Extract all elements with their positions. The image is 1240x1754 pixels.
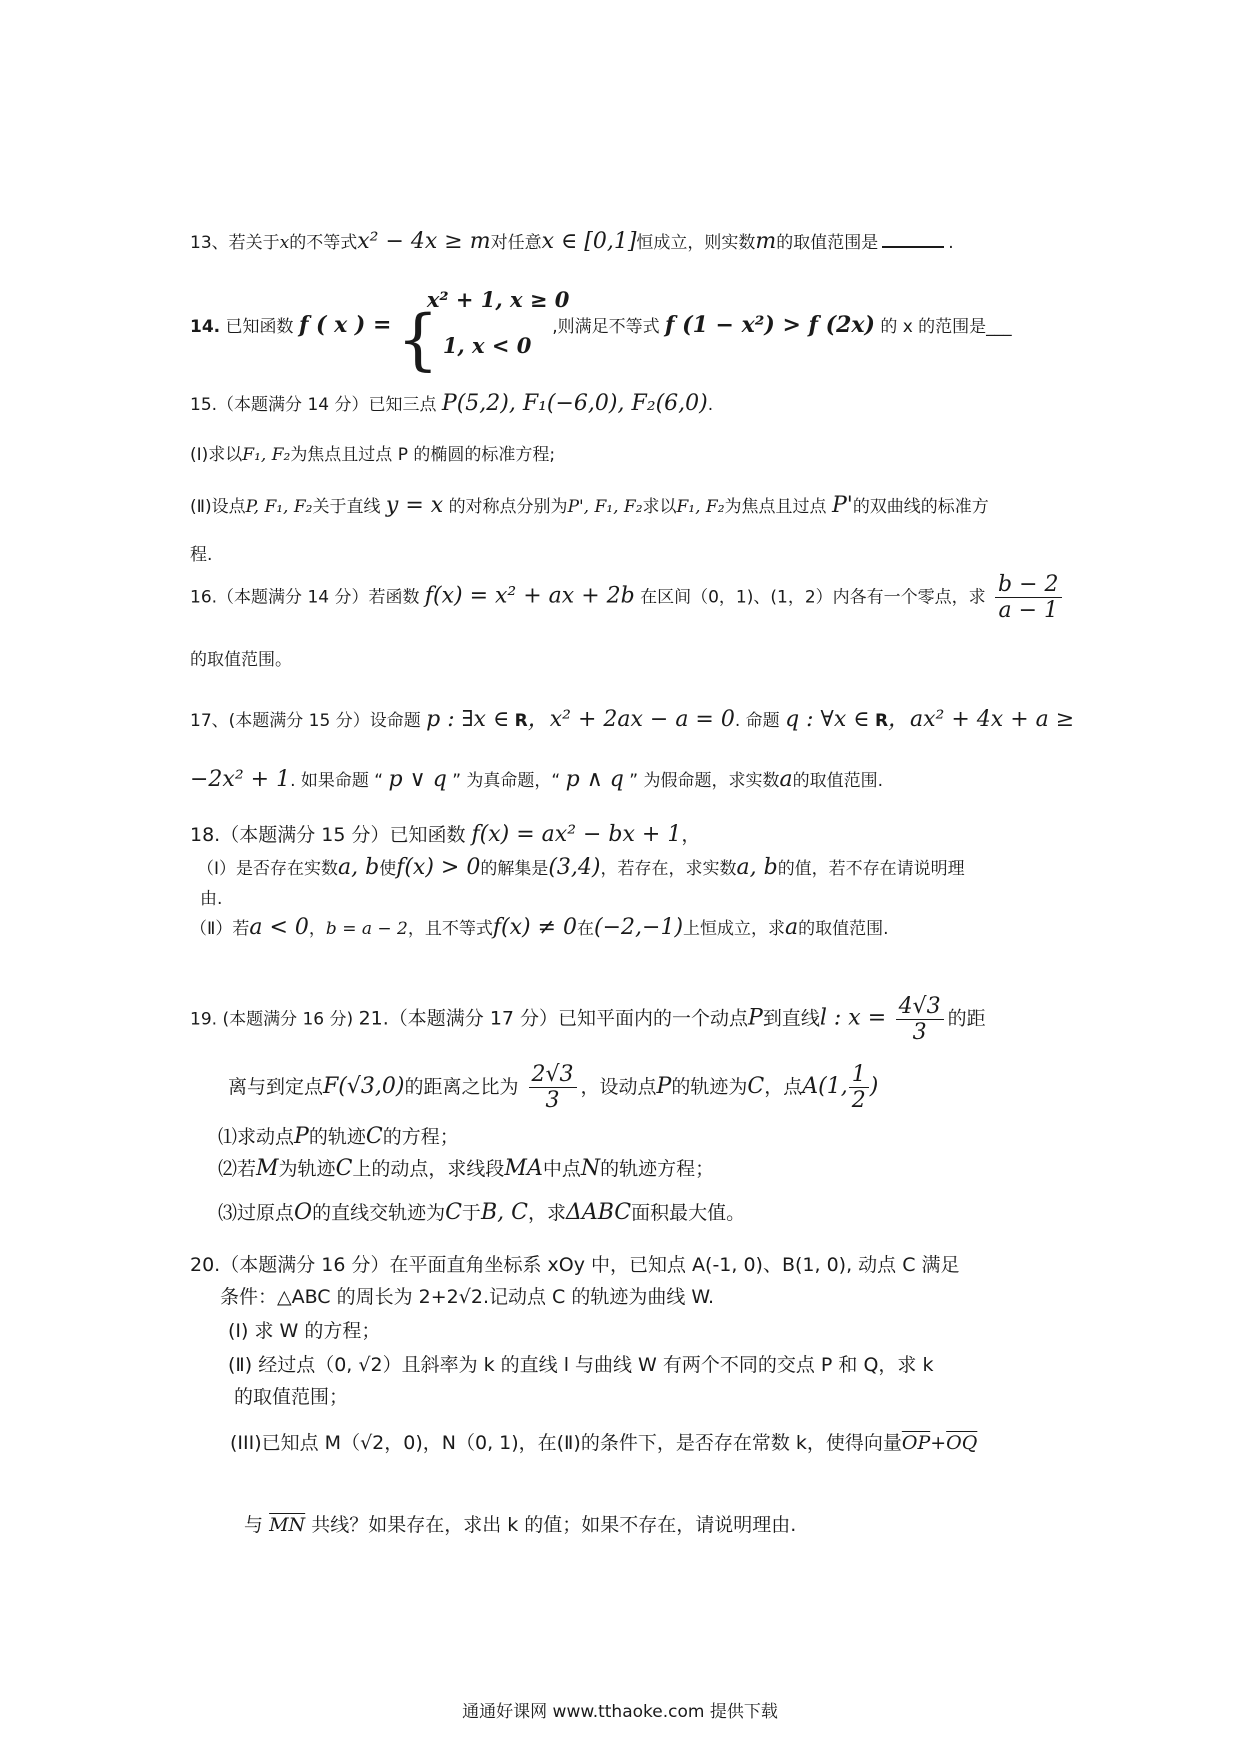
q19-num1: 4√3 [896,994,944,1020]
q18-p2-c: ，且不等式 [407,919,493,939]
q18-p2-cond1: a < 0 [249,915,309,940]
q19-s2-a: ⑵若 [218,1158,257,1180]
q19-g: ，设动点 [580,1076,657,1098]
q19-s1-c: 的方程； [382,1126,459,1148]
q15-p2-foci: F₁, F₂ [676,497,725,517]
q20-l7-b: 共线？如果存在，求出 k 的值；如果不存在，请说明理由. [311,1514,797,1536]
q19-s3-O: O [294,1200,313,1225]
q15-p2-line: y = x [385,493,444,518]
q19-s3-c: 于 [461,1202,481,1224]
q13-prefix: 13、若关于 [190,233,280,253]
q19-s3-triangle: ΔABC [565,1200,632,1225]
question-17-cont [190,766,883,792]
q19-P2: P [656,1074,672,1099]
q18-p1-inequality: f(x) > 0 [396,855,481,880]
q13-text2: 对任意 [490,233,542,253]
q19-den3: 2 [851,1088,866,1113]
q19-s2-M: M [256,1156,279,1181]
q15-p1-a: (Ⅰ)求以 [190,445,243,465]
q19-fraction-2 [529,1062,577,1113]
q13-m: m [755,229,777,254]
q20-vector-op: $\overline{OP}$ [901,1432,931,1454]
q19-s3-e: 面积最大值。 [631,1202,746,1224]
q17-d: ” 为真命题，“ [452,771,561,791]
q19-num3: 1 [849,1062,869,1088]
q20-l5: 的取值范围； [234,1386,349,1408]
q18-p2-var: a [785,915,799,940]
q19-s1-a: ⑴求动点 [218,1126,295,1148]
q19-s2-d: 中点 [542,1158,581,1180]
q16-function: f(x) = x² + ax + 2b [424,583,635,609]
q17-q-eq: ，ax² + 4x + a ≥ [888,707,1075,732]
q15-p2-pprime: P' [831,493,853,518]
q17-p-eq: ，x² + 2ax − a = 0 [527,707,735,732]
question-13 [190,228,954,254]
q19-s2-e: 的轨迹方程； [600,1158,715,1180]
q18-p2-d: 在 [577,919,594,939]
q19-fraction-3 [849,1062,869,1113]
question-18-part-1 [197,854,965,880]
q17-p: p : ∃x ∈ [426,707,510,732]
q14-text3: 的 x 的范围是___ [880,317,1012,337]
q16-numerator: b − 2 [995,572,1062,598]
q17-var: a [779,767,793,792]
q20-l3: (Ⅰ) 求 W 的方程； [228,1320,381,1342]
q19-s2-C: C [335,1156,353,1181]
page-footer: 通通好课网 www.tthaoke.com 提供下载 [462,1702,778,1722]
question-15-part-2-cont [190,540,212,565]
q14-text2: ,则满足不等式 [552,317,660,337]
q15-p2-g: 程. [190,545,213,565]
q15-p1-b: 为焦点且过点 P 的椭圆的标准方程; [290,445,556,465]
q17-a: 17、(本题满分 15 分）设命题 [190,711,421,731]
q15-p2-sym: P', F₁, F₂ [567,497,643,517]
question-19-line-2 [228,1062,878,1113]
q19-b: 21.（本题满分 17 分）已知平面内的一个动点 [358,1007,749,1030]
q13-inequality: x² − 4x ≥ m [357,229,491,254]
question-16 [190,572,1066,623]
question-20-line-4 [228,1350,933,1377]
q17-b: . 命题 [734,711,780,731]
q15-p1-foci: F₁, F₂ [242,445,291,465]
q16-fraction [995,572,1062,623]
question-19-sub-3 [218,1198,745,1225]
q19-s3-b: 的直线交轨迹为 [312,1202,446,1224]
q18-p1-ab: a, b [338,855,380,880]
q19-line: l : x = [819,1005,887,1031]
q14-piecewise [396,287,570,378]
q16-denominator: a − 1 [998,598,1059,623]
q20-l2: 条件：△ABC 的周长为 2+2√2.记动点 C 的轨迹为曲线 W. [220,1286,715,1308]
q15-p2-b: 关于直线 [312,497,381,517]
q19-c: 到直线 [762,1007,820,1030]
q15-head-end: . [707,395,714,415]
q13-text: 的不等式 [289,233,358,253]
q18-p2-interval: (−2,−1) [594,915,684,940]
q19-d: 的距 [947,1007,986,1030]
q17-real-set-2: R [874,711,889,731]
q18-p1-b: 使 [379,859,397,879]
q14-prefix: 14. [190,317,221,337]
question-20-line-5 [234,1382,348,1409]
q18-p1-e: 的值，若不存在请说明理 [777,859,965,879]
question-20-line-6 [230,1428,977,1455]
question-15-header [190,390,713,416]
q15-p2-a: (Ⅱ)设点 [190,497,246,517]
q20-l4: (Ⅱ) 经过点（0, √2）且斜率为 k 的直线 l 与曲线 W 有两个不同的交点 P 和 Q，求 k [228,1354,934,1376]
question-14 [190,287,1012,378]
q19-den2: 3 [545,1088,560,1113]
q15-p2-d: 求以 [642,497,677,517]
question-18-part-2 [190,914,889,940]
q14-text: 已知函数 [225,317,294,337]
q18-p1-f: 由. [200,889,223,909]
q19-s3-BC: B, C [480,1200,528,1225]
q19-A-end: ) [869,1074,879,1099]
q19-s3-d: ，求 [527,1202,566,1224]
q19-A: A(1, [802,1074,848,1099]
q13-condition: x ∈ [0,1] [541,229,637,254]
q20-l7-a: 与 [244,1514,264,1536]
q19-s2-MA: MA [504,1156,543,1181]
q17-f: 的取值范围. [792,771,884,791]
q19-P: P [748,1005,763,1031]
q19-num2: 2√3 [529,1062,577,1088]
q19-s2-N: N [580,1156,601,1181]
question-19-sub-2 [218,1154,714,1181]
q17-p-and-q: p ∧ q [565,767,624,792]
q14-piece-2: 1, x < 0 [442,333,532,358]
question-16-cont [190,645,292,670]
q13-text3: 恒成立，则实数 [636,233,756,253]
q20-vector-mn: $\overline{MN}$ [269,1514,306,1536]
q15-p2-points: P, F₁, F₂ [245,497,313,517]
question-17 [190,702,1074,733]
q18-function: f(x) = ax² − bx + 1 [471,822,682,847]
q17-q: q : ∀x ∈ [785,707,870,732]
q19-s2-c: 上的动点，求线段 [352,1158,505,1180]
question-18-header [190,820,700,847]
q18-p2-e: 上恒成立，求 [683,919,786,939]
q20-l1: 20.（本题满分 16 分）在平面直角坐标系 xOy 中，已知点 A(-1, 0)、B(1, 0), 动点 C 满足 [190,1254,960,1276]
question-15-part-2 [190,492,989,518]
q15-points: P(5,2), F₁(−6,0), F₂(6,0) [441,391,708,416]
question-20-line-7 [244,1510,796,1537]
q19-h: 的轨迹为 [671,1076,748,1098]
q19-e: 离与到定点 [228,1076,324,1098]
q16-b: 在区间（0，1)、(1，2）内各有一个零点，求 [640,587,986,608]
q19-s3-a: ⑶过原点 [218,1202,295,1224]
q19-f: 的距离之比为 [404,1076,519,1098]
q13-end: . [948,233,954,253]
question-19 [190,994,986,1045]
question-19-sub-1 [218,1122,459,1149]
q19-s1-b: 的轨迹 [308,1126,366,1148]
q15-head: 15.（本题满分 14 分）已知三点 [190,395,437,415]
q15-p2-c: 的对称点分别为 [448,497,568,517]
q17-c: . 如果命题 “ [290,771,384,791]
q18-p2-b: ， [308,919,326,939]
answer-blank [882,246,944,248]
q18-p1-a: （Ⅰ）是否存在实数 [197,859,339,879]
q19-s1-P: P [294,1124,309,1149]
q19-C: C [747,1074,765,1099]
question-15-part-1 [190,440,555,465]
q13-text4: 的取值范围是 [776,233,879,253]
q18-p1-d: ，若存在，求实数 [600,859,737,879]
q19-s2-b: 为轨迹 [278,1158,336,1180]
q20-l6-a: (III)已知点 M（√2，0)，N（0, 1)，在(Ⅱ)的条件下，是否存在常数 k，使得向量 [230,1432,902,1454]
q20-vector-oq: $\overline{OQ}$ [946,1432,978,1454]
q14-piece-1: x² + 1, x ≥ 0 [426,287,570,312]
question-18-part-1-cont [200,884,222,909]
q17-e: ” 为假命题，求实数 [629,771,780,791]
q18-p2-cond2: b = a − 2 [325,919,408,939]
q19-F: F(√3,0) [323,1074,405,1099]
q18-p2-inequality: f(x) ≠ 0 [492,915,577,940]
q19-a: 19. (本题满分 16 分) [190,1009,354,1030]
q16-c: 的取值范围。 [190,650,292,670]
q17-cont: −2x² + 1 [190,767,291,792]
q19-den1: 3 [912,1020,927,1045]
q18-p1-set: (3,4) [548,855,601,880]
q19-s3-C: C [445,1200,462,1225]
q18-p1-ab2: a, b [736,855,778,880]
q18-p2-a: （Ⅱ）若 [190,919,250,939]
q18-head: 18.（本题满分 15 分）已知函数 [190,824,466,846]
q19-s1-C: C [365,1124,383,1149]
q18-p1-c: 的解集是 [480,859,549,879]
q18-p2-f: 的取值范围. [798,919,889,939]
q15-p2-f: 的双曲线的标准方 [852,497,989,517]
q16-a: 16.（本题满分 14 分）若函数 [190,587,420,608]
q13-var: x [279,233,290,253]
q17-p-or-q: p ∨ q [388,767,447,792]
q18-head-end: ， [681,824,701,846]
q14-function: f ( x ) = [298,312,392,338]
q19-i: ，点 [764,1076,803,1098]
question-20-line-1 [190,1250,960,1277]
q17-real-set: R [514,711,528,731]
question-20-line-3 [228,1316,380,1343]
question-20-line-2 [220,1282,714,1309]
q15-p2-e: 为焦点且过点 [724,497,827,517]
q19-fraction-1 [896,994,944,1045]
q14-inequality: f (1 − x²) > f (2x) [665,312,875,338]
brace-symbol: { [396,301,439,378]
q20-plus: + [930,1432,947,1454]
